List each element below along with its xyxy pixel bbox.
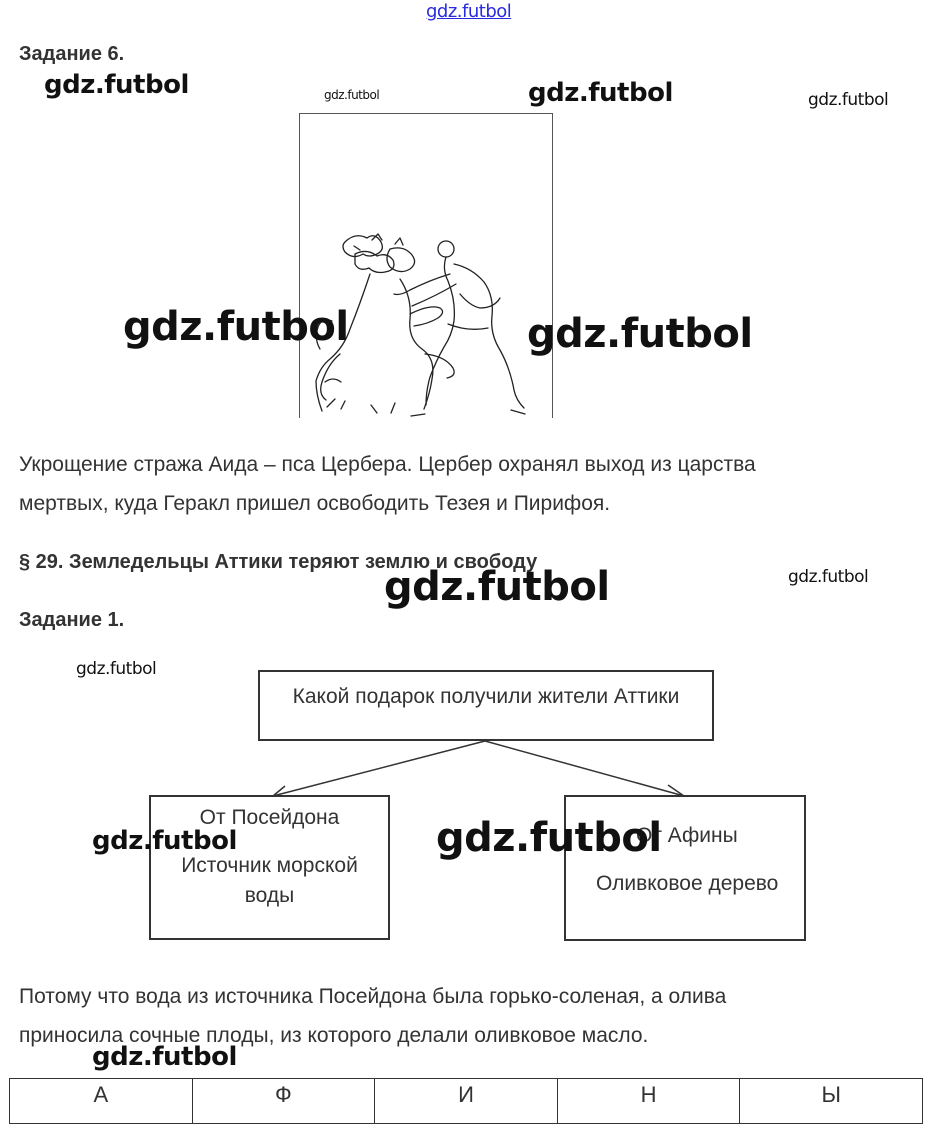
task6-title: Задание 6. <box>19 43 125 65</box>
paragraph-line: приносила сочные плоды, из которого делали оливковое масло. <box>19 1024 649 1047</box>
answer-table <box>9 1078 923 1124</box>
watermark: gdz.futbol <box>528 78 673 108</box>
answer-cell: Ы <box>740 1079 923 1124</box>
paragraph-line: Потому что вода из источника Посейдона была горько-соленая, а олива <box>19 985 727 1008</box>
diagram-root-box <box>258 670 714 741</box>
watermark: gdz.futbol <box>92 826 237 856</box>
watermark: gdz.futbol <box>788 567 869 587</box>
paragraph-line: мертвых, куда Геракл пришел освободить Тезея и Пирифоя. <box>19 492 611 515</box>
diagram-right-line: От Афины <box>636 824 738 847</box>
watermark: gdz.futbol <box>324 88 380 102</box>
diagram-right-line: Оливковое дерево <box>596 872 779 895</box>
watermark: gdz.futbol <box>527 311 753 357</box>
section-29-title: § 29. Земледельцы Аттики теряют землю и свободу <box>19 551 538 573</box>
arrow-right <box>485 741 684 796</box>
answer-cell: И <box>375 1079 558 1124</box>
answer-cell: Ф <box>192 1079 375 1124</box>
watermark: gdz.futbol <box>436 815 662 861</box>
task1-title: Задание 1. <box>19 609 125 631</box>
watermark: gdz.futbol <box>808 90 889 110</box>
watermark: gdz.futbol <box>123 304 349 350</box>
answer-cell: А <box>10 1079 193 1124</box>
paragraph-line: Укрощение стража Аида – пса Цербера. Цербер охранял выход из царства <box>19 453 756 476</box>
diagram-left-line: Источник морской <box>181 854 358 877</box>
diagram-left-box <box>149 795 390 940</box>
diagram-left-line: От Посейдона <box>199 806 340 829</box>
answer-table-row <box>10 1079 923 1124</box>
watermark: gdz.futbol <box>44 70 189 100</box>
diagram-left-line: воды <box>244 884 295 907</box>
watermark: gdz.futbol <box>384 564 610 610</box>
watermark-top: gdz.futbol <box>426 1 512 22</box>
answer-cell: Н <box>557 1079 740 1124</box>
arrow-left <box>273 741 485 796</box>
diagram-root-text: Какой подарок получили жители Аттики <box>292 685 680 708</box>
watermark: gdz.futbol <box>76 659 157 679</box>
watermark: gdz.futbol <box>92 1042 237 1072</box>
